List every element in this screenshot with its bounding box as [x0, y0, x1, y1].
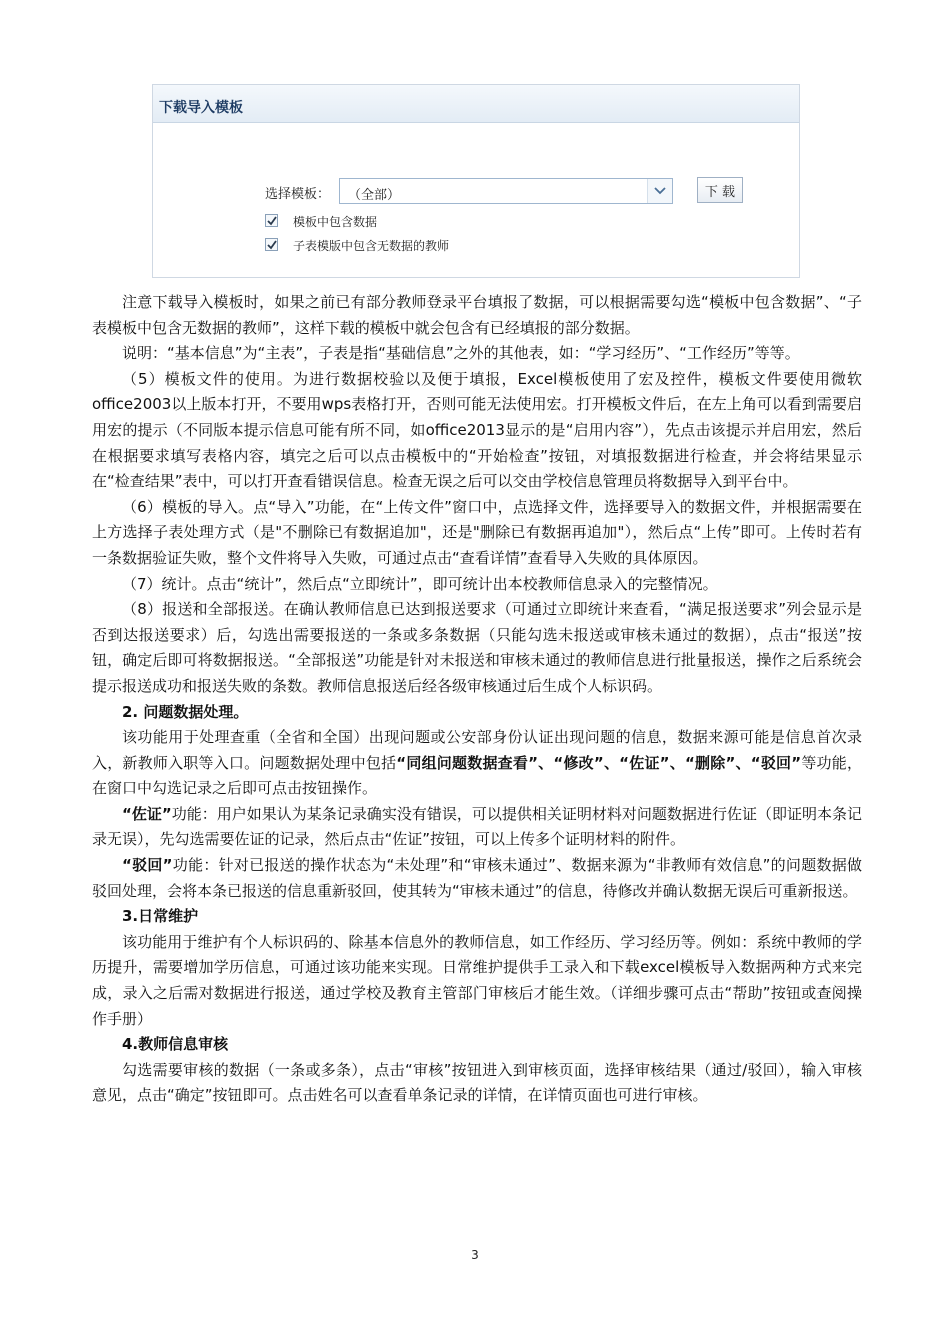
template-select[interactable]	[339, 178, 673, 204]
document-body	[92, 290, 862, 1109]
checkmark-icon	[267, 240, 277, 250]
paragraph: （7）统计。点击“统计”，然后点“立即统计”，即可统计出本校教师信息录入的完整情况。	[122, 574, 718, 593]
paragraph	[92, 725, 862, 802]
download-button[interactable]: 下 载	[697, 177, 743, 203]
bold-text-run: “同组问题数据查看”、“修改”、“佐证”、“删除”、“驳回”	[396, 753, 802, 772]
bold-text-run: “驳回”	[122, 856, 173, 875]
text-run: 功能：用户如果认为某条记录确实没有错误，可以提供相关证明材料对问题数据进行佐证（即证明本条记录无误），先勾选需要佐证的记录，然后点击“佐证”按钮，可以上传多个证明材料的附件。	[92, 804, 862, 849]
chevron-down-icon[interactable]	[647, 179, 672, 203]
include-data-label: 模板中包含数据	[293, 215, 378, 229]
section-heading: 4.教师信息审核	[122, 1035, 229, 1054]
paragraph: 说明：“基本信息”为“主表”，子表是指“基础信息”之外的其他表，如：“学习经历”、“工作经历”等等。	[122, 344, 800, 363]
select-template-label: 选择模板：	[265, 187, 331, 202]
paragraph	[92, 853, 862, 904]
include-empty-teachers-checkbox[interactable]	[265, 238, 278, 251]
include-empty-teachers-label: 子表模版中包含无数据的教师	[293, 239, 450, 253]
section-heading: 3.日常维护	[122, 907, 199, 926]
paragraph: （6）模板的导入。点“导入”功能，在“上传文件”窗口中，点选择文件，选择要导入的数据文件，并根据需要在上方选择子表处理方式（是"不删除已有数据追加"，还是"删除已有数据再追加"），然后点“上传”即可。上传时若有一条数据验证失败，整个文件将导入失败，可通过点击“查看详情”查看导入失败的具体原因。	[92, 497, 862, 567]
panel-title: 下载导入模板	[153, 85, 799, 123]
paragraph: （8）报送和全部报送。在确认教师信息已达到报送要求（可通过立即统计来查看，“满足报送要求”列会显示是否到达报送要求）后，勾选出需要报送的一条或多条数据（只能勾选未报送或审核未通过的数据），点击“报送”按钮，确定后即可将数据报送。“全部报送”功能是针对未报送和审核未通过的教师信息进行批量报送，操作之后系统会提示报送成功和报送失败的条数。教师信息报送后经各级审核通过后生成个人标识码。	[92, 600, 862, 695]
checkmark-icon	[267, 216, 277, 226]
download-template-panel	[152, 84, 800, 278]
text-run: 该功能用于处理查重（全省和全国）出现问题或公安部身份认证出现问题的信息，数据来源可能是信息首次录入，新教师入职等入口。问题数据处理中包括	[92, 728, 862, 772]
text-run: 等功能，在窗口中勾选记录之后即可点击按钮操作。	[92, 753, 862, 798]
section-heading: 2. 问题数据处理。	[122, 702, 249, 721]
bold-text-run: “佐证”	[122, 804, 172, 823]
page-number: 3	[471, 1248, 479, 1262]
text-run: 功能：针对已报送的操作状态为“未处理”和“审核未通过”、数据来源为“非教师有效信息”的问题数据做驳回处理，会将本条已报送的信息重新驳回，使其转为“审核未通过”的信息，待修改并确认数据无误后可重新报送。	[92, 856, 862, 900]
paragraph: 注意下载导入模板时，如果之前已有部分教师登录平台填报了数据，可以根据需要勾选“模板中包含数据”、“子表模板中包含无数据的教师”，这样下载的模板中就会包含有已经填报的部分数据。	[92, 293, 862, 337]
panel-body	[153, 123, 799, 277]
include-data-checkbox[interactable]	[265, 214, 278, 227]
paragraph: 该功能用于维护有个人标识码的、除基本信息外的教师信息，如工作经历、学习经历等。例如：系统中教师的学历提升，需要增加学历信息，可通过该功能来实现。日常维护提供手工录入和下载excel模板导入数据两种方式来完成，录入之后需对数据进行报送，通过学校及教育主管部门审核后才能生效。（详细步骤可点击“帮助”按钮或查阅操作手册）	[92, 932, 862, 1028]
paragraph: 勾选需要审核的数据（一条或多条），点击“审核”按钮进入到审核页面，选择审核结果（通过/驳回），输入审核意见，点击“确定”按钮即可。点击姓名可以查看单条记录的详情，在详情页面也可进行审核。	[92, 1060, 862, 1105]
paragraph: （5）模板文件的使用。为进行数据校验以及便于填报，Excel模板使用了宏及控件，模板文件要使用微软office2003以上版本打开，不要用wps表格打开，否则可能无法使用宏。打开模板文件后，在左上角可以看到需要启用宏的提示（不同版本提示信息可能有所不同，如office2013显示的是“启用内容”），先点击该提示并启用宏，然后在根据要求填写表格内容，填完之后可以点击模板中的“开始检查”按钮，对填报数据进行检查，并会将结果显示在“检查结果”表中，可以打开查看错误信息。检查无误之后可以交由学校信息管理员将数据导入到平台中。	[92, 369, 862, 491]
template-select-value: （全部）	[348, 188, 401, 203]
paragraph	[92, 802, 862, 853]
